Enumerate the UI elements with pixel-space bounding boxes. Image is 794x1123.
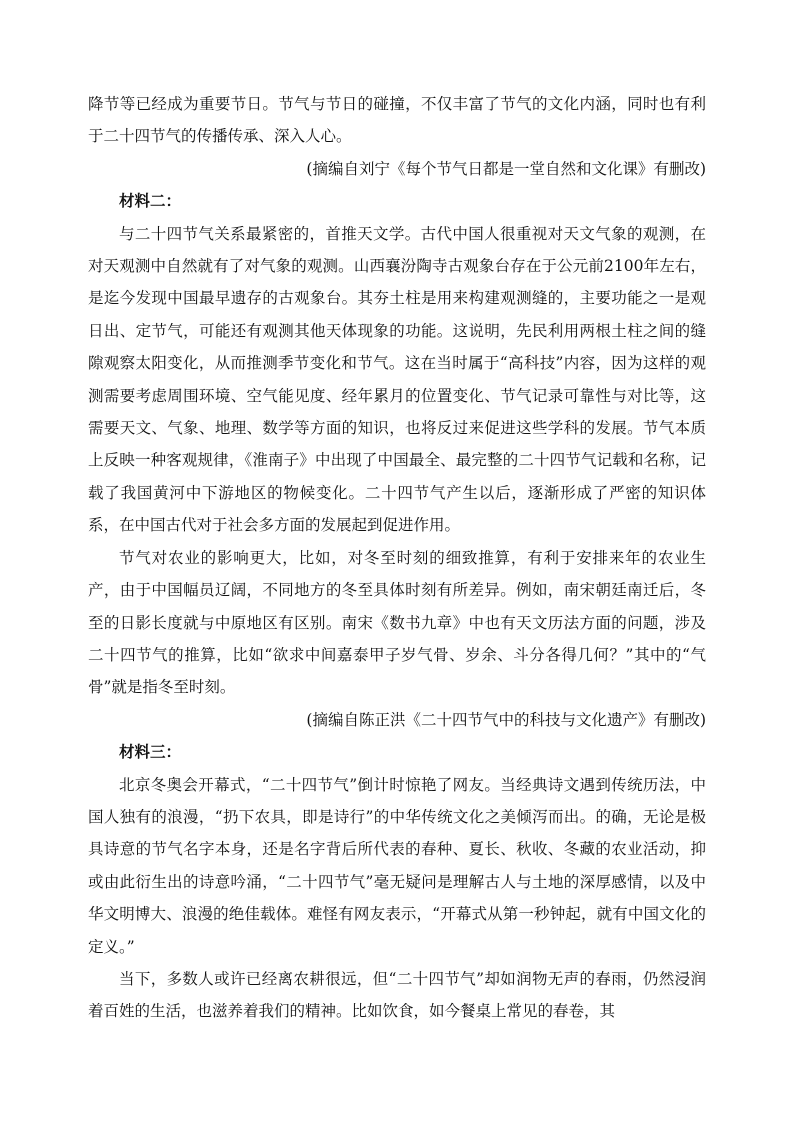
section-heading-material-2: 材料二：	[119, 191, 182, 211]
paragraph-olympics: 北京冬奥会开幕式，“二十四节气”倒计时惊艳了网友。当经典诗文遇到传统历法，中国人独有的浪漫，“扔下农具，即是诗行”的中华传统文化之美倾泻而出。的确，无论是极具诗意的节气名字本身，还是名字背后所代表的春种、夏长、秋收、冬藏的农业活动，抑或由此衍生出的诗意吟涌，“二十四节气”毫无疑问是理解古人与土地的深厚感情，以及中华文明博大、浪漫的绝佳载体。难怪有网友表示，“开幕式从第一秒钟起，就有中国文化的定义。”	[88, 775, 706, 956]
source-citation-2: (摘编自陈正洪《二十四节气中的科技与文化遗产》有删改)	[306, 710, 706, 729]
source-citation-1: (摘编自刘宁《每个节气日都是一堂自然和文化课》有删改)	[306, 159, 706, 178]
paragraph-astronomy: 与二十四节气关系最紧密的，首推天文学。古代中国人很重视对天文气象的观测，在对天观测中自然就有了对气象的观测。山西襄汾陶寺古观象台存在于公元前2100年左右，是迄今发现中国最早遗存的古观象台。其夯土柱是用来构建观测缝的，主要功能之一是观日出、定节气，可能还有观测其他天体现象的功能。这说明，先民利用两根土柱之间的缝隙观察太阳变化，从而推测季节变化和节气。这在当时属于“高科技”内容，因为这样的观测需要考虑周围环境、空气能见度、经年累月的位置变化、节气记录可靠性与对比等，这需要天文、气象、地理、数学等方面的知识，也将反过来促进这些学科的发展。节气本质上反映一种客观规律，《淮南子》中出现了中国最全、最完整的二十四节气记载和名称，记载了我国黄河中下游地区的物候变化。二十四节气产生以后，逐渐形成了严密的知识体系，在中国古代对于社会多方面的发展起到促进作用。	[88, 224, 706, 535]
document-page	[88, 88, 706, 1028]
paragraph-continued: 降节等已经成为重要节日。节气与节日的碰撞，不仅丰富了节气的文化内涵，同时也有利于二十四节气的传播传承、深入人心。	[88, 95, 706, 146]
section-heading-material-3: 材料三：	[119, 742, 182, 762]
paragraph-agriculture: 节气对农业的影响更大，比如，对冬至时刻的细致推算，有利于安排来年的农业生产，由于中国幅员辽阔，不同地方的冬至具体时刻有所差异。例如，南宋朝廷南迁后，冬至的日影长度就与中原地区有区别。南宋《数书九章》中也有天文历法方面的问题，涉及二十四节气的推算，比如“欲求中间嘉泰甲子岁气骨、岁余、斗分各得几何？”其中的“气骨”就是指冬至时刻。	[88, 548, 706, 697]
paragraph-daily-life: 当下，多数人或许已经离农耕很远，但“二十四节气”却如润物无声的春雨，仍然浸润着百姓的生活，也滋养着我们的精神。比如饮食，如今餐桌上常见的春卷，其	[88, 969, 706, 1021]
